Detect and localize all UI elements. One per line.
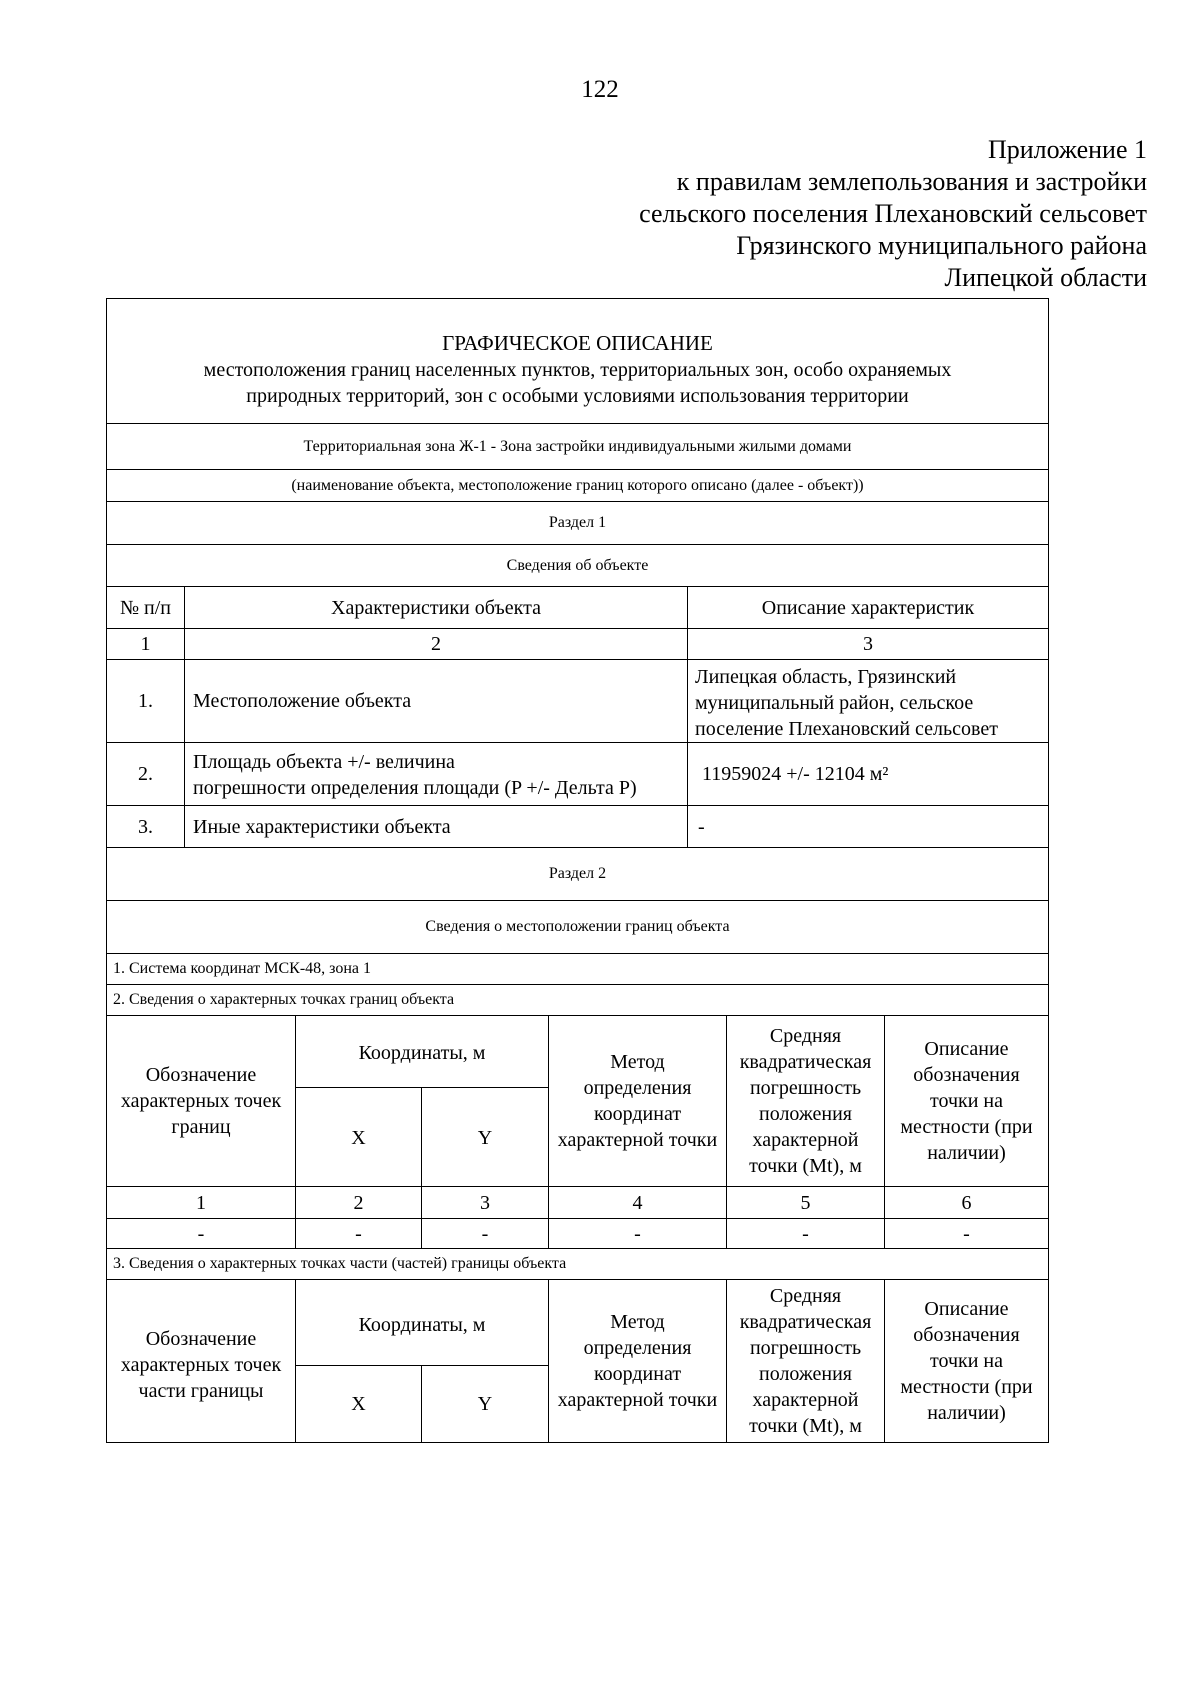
document-subtitle: природных территорий, зон с особыми условиями использования территории <box>246 385 909 407</box>
header-line: наличии) <box>927 1402 1006 1424</box>
header-line: характерных точек <box>120 1354 282 1376</box>
header-line: Метод <box>610 1051 665 1073</box>
row-desc-line: поселение Плехановский сельсовет <box>695 718 998 740</box>
header-line: точки (Mt), м <box>749 1155 862 1177</box>
colnum: 6 <box>961 1191 972 1214</box>
section2-heading <box>107 901 1048 954</box>
header-line: Средняя <box>769 1025 842 1047</box>
header-line: обозначения <box>913 1324 1020 1346</box>
table-row <box>107 660 1048 743</box>
appendix-block <box>639 134 1147 294</box>
header-line: квадратическая <box>739 1051 872 1073</box>
header-x: X <box>296 1088 422 1187</box>
empty-cell: - <box>422 1219 549 1248</box>
row-desc: - <box>698 815 705 838</box>
header-line: наличии) <box>927 1142 1006 1164</box>
title-block <box>107 299 1048 424</box>
header-line: погрешность <box>749 1337 862 1359</box>
header-line: обозначения <box>913 1064 1020 1086</box>
header-point-desc <box>885 1016 1048 1186</box>
section1-colnum-row <box>107 629 1048 660</box>
empty-cell: - <box>549 1219 727 1248</box>
header-characteristics: Характеристики объекта <box>185 587 688 628</box>
appendix-line: Грязинского муниципального района <box>736 231 1147 260</box>
zone-caption <box>107 470 1048 502</box>
header-method <box>549 1016 727 1186</box>
header-method <box>549 1280 727 1442</box>
section2-heading-text: Сведения о местоположении границ объекта <box>425 918 730 935</box>
header-line: Обозначение <box>145 1328 257 1350</box>
header-description: Описание характеристик <box>761 596 975 619</box>
header-line: точки на <box>929 1350 1004 1372</box>
graphic-description-table <box>106 298 1049 1443</box>
colnum: 2 <box>185 629 688 659</box>
colnum: 2 <box>296 1187 422 1218</box>
header-line: квадратическая <box>739 1311 872 1333</box>
header-line: координат <box>593 1103 682 1125</box>
row-char: Иные характеристики объекта <box>185 806 688 847</box>
header-point-desc <box>885 1280 1048 1442</box>
header-coords: Координаты, м <box>296 1016 549 1088</box>
row-num: 1. <box>107 660 185 742</box>
row-num: 3. <box>107 806 185 847</box>
section1-heading-text: Сведения об объекте <box>506 556 649 574</box>
header-line: характерных точек <box>120 1090 282 1112</box>
colnum: 1 <box>107 1187 296 1218</box>
row-char: Местоположение объекта <box>185 660 688 742</box>
header-point-name <box>107 1016 296 1186</box>
header-line: положения <box>759 1363 852 1385</box>
header-x: X <box>296 1366 422 1442</box>
header-coords: Координаты, м <box>296 1280 549 1366</box>
header-line: точки (Mt), м <box>749 1415 862 1437</box>
header-line: Метод <box>610 1311 665 1333</box>
appendix-line: Приложение 1 <box>987 135 1147 164</box>
header-line: Описание <box>924 1298 1009 1320</box>
section1-heading <box>107 545 1048 587</box>
header-line: части границы <box>138 1380 264 1402</box>
header-mt <box>727 1016 885 1186</box>
header-line: характерной точки <box>557 1129 718 1151</box>
zone-caption-text: (наименование объекта, местоположение границ которого описано (далее - объект)) <box>291 476 864 494</box>
empty-cell: - <box>107 1219 296 1248</box>
header-y: Y <box>422 1088 549 1187</box>
header-mt <box>727 1280 885 1442</box>
row-desc: 11959024 +/- 12104 м² <box>702 763 889 785</box>
section1-label-text: Раздел 1 <box>548 514 607 531</box>
section1-label <box>107 502 1048 545</box>
row-desc-line: Липецкая область, Грязинский <box>695 666 957 688</box>
points-header <box>107 1016 1048 1187</box>
section2-label <box>107 848 1048 901</box>
row-num: 2. <box>107 743 185 805</box>
row-char-line: погрешности определения площади (P +/- Дельта P) <box>193 777 637 799</box>
colnum: 1 <box>107 629 185 659</box>
colnum: 3 <box>863 633 873 655</box>
row-desc <box>688 660 1048 742</box>
parts-title <box>107 1249 1048 1280</box>
header-line: местности (при <box>900 1116 1033 1138</box>
parts-header <box>107 1280 1048 1442</box>
header-num: № п/п <box>107 587 185 628</box>
header-line: определения <box>583 1077 692 1099</box>
points-title-text: 2. Сведения о характерных точках границ объекта <box>113 991 455 1008</box>
document-subtitle: местоположения границ населенных пунктов, территориальных зон, особо охраняемых <box>203 359 952 381</box>
points-colnum-row <box>107 1187 1048 1219</box>
colnum: 5 <box>727 1187 885 1218</box>
empty-cell: - <box>963 1222 970 1245</box>
zone-name-text: Территориальная зона Ж-1 - Зона застройки индивидуальными жилыми домами <box>303 437 852 455</box>
header-line: положения <box>759 1103 852 1125</box>
document-title: ГРАФИЧЕСКОЕ ОПИСАНИЕ <box>442 331 713 355</box>
colnum: 3 <box>422 1187 549 1218</box>
parts-title-text: 3. Сведения о характерных точках части (частей) границы объекта <box>113 1255 567 1272</box>
header-line: характерной <box>752 1129 859 1151</box>
coord-system <box>107 954 1048 985</box>
header-line: местности (при <box>900 1376 1033 1398</box>
header-line: определения <box>583 1337 692 1359</box>
row-char-line: Площадь объекта +/- величина <box>193 751 455 773</box>
header-line: характерной точки <box>557 1389 718 1411</box>
header-part-point-name <box>107 1280 296 1442</box>
page-number: 122 <box>581 76 619 103</box>
points-title <box>107 985 1048 1016</box>
table-row <box>107 1219 1048 1249</box>
row-desc-line: муниципальный район, сельское <box>695 692 974 714</box>
empty-cell: - <box>296 1219 422 1248</box>
header-line: Обозначение <box>145 1064 257 1086</box>
header-line: характерной <box>752 1389 859 1411</box>
zone-name <box>107 424 1048 470</box>
table-row <box>107 806 1048 848</box>
appendix-line: Липецкой области <box>944 263 1147 292</box>
table-row <box>107 743 1048 806</box>
section1-header-row <box>107 587 1048 629</box>
header-line: Средняя <box>769 1285 842 1307</box>
header-line: Описание <box>924 1038 1009 1060</box>
appendix-line: к правилам землепользования и застройки <box>676 167 1147 196</box>
header-line: погрешность <box>749 1077 862 1099</box>
header-y: Y <box>422 1366 549 1442</box>
colnum: 4 <box>549 1187 727 1218</box>
header-line: координат <box>593 1363 682 1385</box>
section2-label-text: Раздел 2 <box>548 865 607 882</box>
header-line: точки на <box>929 1090 1004 1112</box>
empty-cell: - <box>727 1219 885 1248</box>
coord-system-text: 1. Система координат МСК-48, зона 1 <box>113 960 372 977</box>
header-line: границ <box>171 1116 231 1138</box>
appendix-line: сельского поселения Плехановский сельсовет <box>639 199 1147 228</box>
row-char <box>185 743 688 805</box>
